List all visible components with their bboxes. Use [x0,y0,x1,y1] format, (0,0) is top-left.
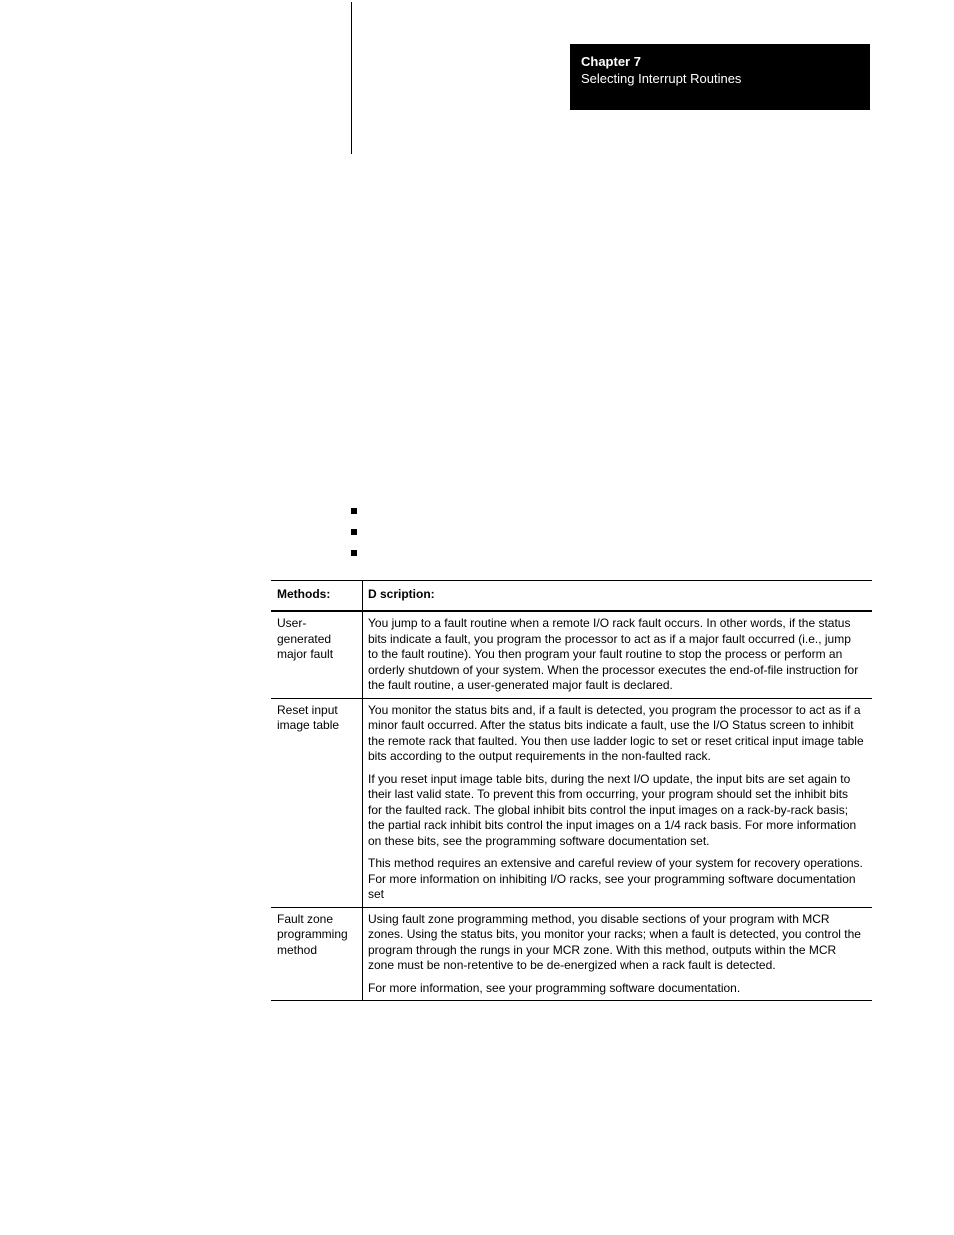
bullet-icon [351,529,357,535]
method-description [363,907,873,1001]
method-description [363,698,873,907]
description-paragraph: If you reset input image table bits, during the next I/O update, the input bits are set again to their last valid state. To prevent this from occurring, your program should set the inhibit bits for the faulted rack. The global inhibit bits control the input images on a rack-by-rack basis; the partial rack inhibit bits control the input images on a 1/4 rack basis. For more information on these bits, see the programming software documentation set. [368,771,857,848]
description-paragraph: You monitor the status bits and, if a fault is detected, you program the processor to act as if a minor fault occurred. After the status bits indicate a fault, use the I/O Status screen to inhibit the remote rack that faulted. You then use ladder logic to set or reset critical input image table bits according to the output requirements in the non-faulted rack. [368,702,864,763]
bullet-list [351,508,357,571]
table-header-row [271,581,872,612]
table-row [271,907,872,1001]
description-paragraph: Using fault zone programming method, you disable sections of your program with MCR zones. Using the status bits, you monitor your racks; when a fault is detected, you control the program through the rungs in your MCR zone. With this method, outputs within the MCR zone must be non-retentive to be de-energized when a rack fault is detected. [368,911,861,972]
bullet-icon [351,550,357,556]
method-name: Reset input image table [271,698,363,907]
chapter-header [570,44,870,110]
method-name: User-generated major fault [271,611,363,698]
method-name: Fault zone programming method [271,907,363,1001]
description-paragraph: You jump to a fault routine when a remote I/O rack fault occurs. In other words, if the status bits indicate a fault, you program the processor to act as if a major fault occurred (i.e., jump to the fault routine). You then program your fault routine to stop the process or perform an orderly shutdown of your system. When the processor executes the end-of-file instruction for the fault routine, a user-generated major fault is declared. [368,616,859,692]
header-methods: Methods: [271,581,363,612]
description-paragraph: This method requires an extensive and careful review of your system for recovery operations. For more information on inhibiting I/O racks, see your programming software documentation set [368,856,863,901]
methods-table [271,580,872,1001]
header-description: D scription: [363,581,873,612]
chapter-title: Selecting Interrupt Routines [581,71,742,86]
method-description [363,611,873,698]
description-paragraph: For more information, see your programming software documentation. [368,980,741,995]
bullet-icon [351,508,357,514]
table-row [271,611,872,698]
chapter-label: Chapter 7 [581,54,641,69]
margin-rule [351,2,352,154]
table-row [271,698,872,907]
